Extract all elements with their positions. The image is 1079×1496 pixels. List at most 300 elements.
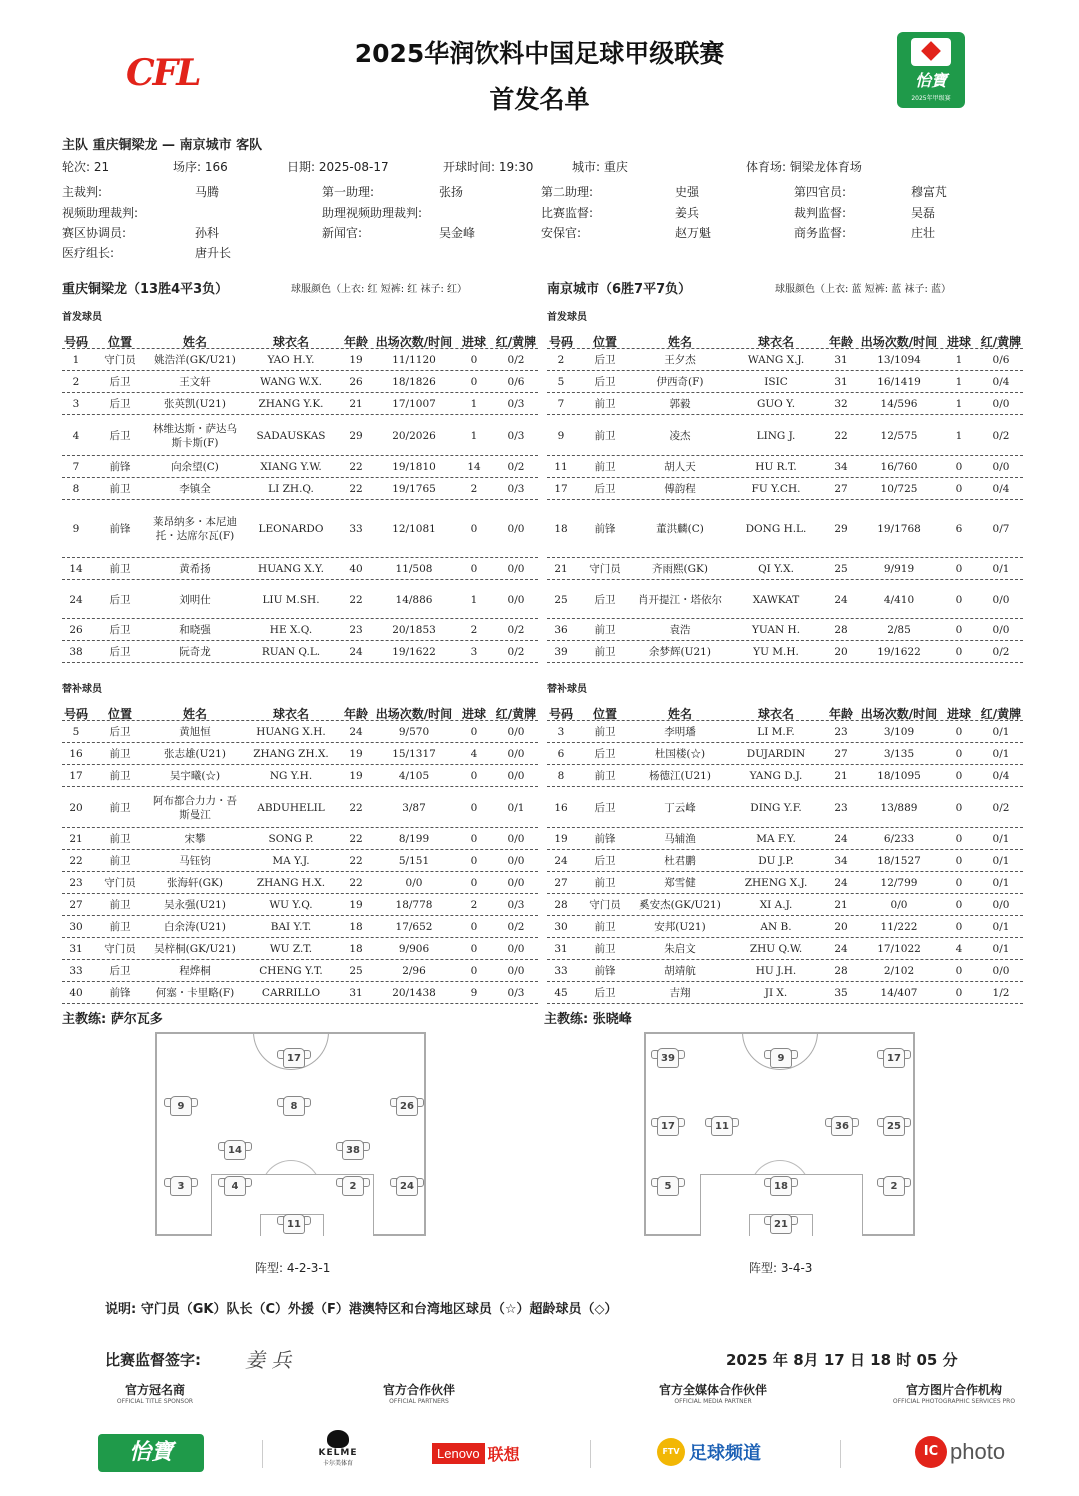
goals: 0 [470, 375, 478, 388]
goals: 1 [955, 429, 963, 442]
city: 城市: 重庆 [572, 160, 628, 174]
player-age: 27 [834, 482, 848, 495]
cards: 0/2 [992, 429, 1010, 442]
official-label: 裁判监督: [794, 206, 847, 220]
shirt-name: HU J.H. [755, 964, 797, 977]
shirt-name: XAWKAT [752, 593, 800, 606]
goals: 2 [470, 623, 478, 636]
cards: 0/0 [507, 942, 525, 955]
player-position: 后卫 [594, 747, 616, 760]
player-name: 宋攀 [184, 832, 206, 845]
player-number: 39 [554, 645, 568, 658]
goals: 1 [470, 397, 478, 410]
player-position: 后卫 [594, 593, 616, 606]
player-name: 和晓强 [179, 623, 211, 636]
home-starters-row [0, 558, 538, 580]
shirt-name: CHENG Y.T. [259, 964, 323, 977]
appearances: 19/1768 [877, 522, 921, 535]
player-name: 胡人天 [664, 460, 696, 473]
player-number: 2 [72, 375, 80, 388]
appearances: 18/1095 [877, 769, 921, 782]
goals: 0 [955, 769, 963, 782]
player-position: 前卫 [109, 920, 131, 933]
official-label: 商务监督: [794, 226, 847, 240]
home-kit-colors: 球服颜色（上衣: 红 短裤: 红 袜子: 红） [291, 284, 468, 295]
away-subs-row [485, 916, 1023, 938]
player-age: 22 [349, 482, 363, 495]
player-number: 24 [554, 854, 568, 867]
goals: 3 [470, 645, 478, 658]
shirt-name: HUANG X.H. [256, 725, 326, 738]
sponsor-category-partners: 官方合作伙伴 OFFICIAL PARTNERS [382, 1383, 455, 1405]
player-number: 3 [557, 725, 565, 738]
player-age: 24 [349, 725, 363, 738]
player-position: 后卫 [594, 801, 616, 814]
home-starters-row [0, 641, 538, 663]
sponsor-category-media: 官方全媒体合作伙伴 OFFICIAL MEDIA PARTNER [658, 1383, 767, 1405]
cards: 0/1 [992, 942, 1010, 955]
player-age: 24 [349, 645, 363, 658]
appearances: 14/886 [395, 593, 433, 606]
player-name: 何塞・卡里略(F) [155, 986, 235, 999]
player-age: 22 [349, 801, 363, 814]
shirt-name: FU Y.CH. [751, 482, 801, 495]
home-formation-jersey-icon: 24 [396, 1176, 418, 1196]
cards: 0/1 [992, 747, 1010, 760]
player-name: 齐雨熙(GK) [652, 562, 708, 575]
player-age: 27 [834, 747, 848, 760]
goals: 0 [955, 801, 963, 814]
official-label: 第四官员: [794, 185, 847, 199]
player-name: 董洪麟(C) [656, 522, 704, 535]
goals: 0 [955, 898, 963, 911]
column-header: 出场次数/时间 [860, 335, 938, 349]
player-position: 前卫 [109, 769, 131, 782]
official-name: 吴磊 [911, 206, 936, 220]
player-age: 18 [349, 942, 363, 955]
cards: 0/6 [992, 353, 1010, 366]
home-starters-row [0, 619, 538, 641]
player-age: 19 [349, 747, 363, 760]
shirt-name: ZHU Q.W. [749, 942, 803, 955]
away-formation-jersey-icon: 9 [770, 1048, 792, 1068]
official-name: 张扬 [439, 185, 464, 199]
player-age: 22 [834, 429, 848, 442]
appearances: 15/1317 [392, 747, 436, 760]
player-number: 25 [554, 593, 568, 606]
player-name: 王夕杰 [664, 353, 696, 366]
away-formation-jersey-icon: 21 [770, 1214, 792, 1234]
player-name: 张海轩(GK) [167, 876, 223, 889]
appearances: 20/2026 [392, 429, 436, 442]
goals: 0 [470, 854, 478, 867]
cards: 0/1 [992, 854, 1010, 867]
player-age: 22 [349, 593, 363, 606]
player-number: 26 [69, 623, 83, 636]
goals: 9 [470, 986, 478, 999]
player-number: 8 [557, 769, 565, 782]
appearances: 12/799 [880, 876, 918, 889]
official-name: 史强 [675, 185, 700, 199]
home-subs-row [0, 787, 538, 828]
official-name: 吴金峰 [439, 226, 476, 240]
player-number: 8 [72, 482, 80, 495]
away-starters-row [485, 619, 1023, 641]
cards: 0/2 [507, 920, 525, 933]
player-number: 18 [554, 522, 568, 535]
player-age: 19 [349, 898, 363, 911]
player-number: 2 [557, 353, 565, 366]
player-name: 李镇全 [179, 482, 211, 495]
player-position: 前卫 [594, 397, 616, 410]
shirt-name: ZHANG Y.K. [258, 397, 324, 410]
player-position: 前卫 [594, 725, 616, 738]
appearances: 6/233 [883, 832, 915, 845]
goals: 0 [470, 964, 478, 977]
cards: 0/0 [507, 832, 525, 845]
player-name: 杜君鹏 [664, 854, 696, 867]
home-starters-row [0, 371, 538, 393]
appearances: 11/1120 [392, 353, 436, 366]
shirt-name: NG Y.H. [269, 769, 313, 782]
player-name: 朱启文 [664, 942, 696, 955]
away-formation-pitch [644, 1032, 915, 1236]
official-name: 马腾 [195, 185, 220, 199]
goals: 0 [955, 562, 963, 575]
shirt-name: SADAUSKAS [256, 429, 326, 442]
appearances: 3/135 [883, 747, 915, 760]
cards: 0/4 [992, 482, 1010, 495]
player-name: 阿布都合力力・吾斯曼江 [153, 794, 237, 821]
shirt-name: LIU M.SH. [262, 593, 320, 606]
player-number: 11 [554, 460, 568, 473]
player-position: 后卫 [109, 593, 131, 606]
home-starters-row [0, 349, 538, 371]
away-starters-row [485, 478, 1023, 500]
official-label: 赛区协调员: [62, 226, 127, 240]
shirt-name: WANG X.J. [747, 353, 805, 366]
player-position: 前卫 [594, 769, 616, 782]
shirt-name: QI Y.X. [758, 562, 794, 575]
cards: 0/2 [507, 623, 525, 636]
cards: 0/2 [507, 460, 525, 473]
goals: 0 [470, 832, 478, 845]
home-subs-row [0, 960, 538, 982]
cards: 0/1 [992, 876, 1010, 889]
player-position: 后卫 [594, 854, 616, 867]
player-name: 吉翔 [669, 986, 691, 999]
player-number: 36 [554, 623, 568, 636]
player-name: 伊西奇(F) [656, 375, 704, 388]
player-age: 40 [349, 562, 363, 575]
away-subs-row [485, 721, 1023, 743]
player-position: 守门员 [104, 353, 136, 366]
player-age: 21 [349, 397, 363, 410]
shirt-name: YUAN H. [751, 623, 801, 636]
goals: 6 [955, 522, 963, 535]
away-formation-jersey-icon: 2 [883, 1176, 905, 1196]
appearances: 5/151 [398, 854, 430, 867]
player-position: 前卫 [109, 482, 131, 495]
away-starters-row [485, 371, 1023, 393]
away-subs-row [485, 872, 1023, 894]
cards: 0/1 [992, 920, 1010, 933]
column-header: 年龄 [828, 707, 853, 721]
official-label: 助理视频助理裁判: [322, 206, 423, 220]
player-name: 白余涛(U21) [164, 920, 226, 933]
shirt-name: RUAN Q.L. [261, 645, 321, 658]
away-starters-header [485, 333, 1030, 349]
player-number: 3 [72, 397, 80, 410]
player-position: 前卫 [109, 854, 131, 867]
paw-icon [327, 1430, 349, 1448]
goals: 0 [470, 801, 478, 814]
player-age: 22 [349, 832, 363, 845]
goals: 0 [955, 854, 963, 867]
column-header: 年龄 [828, 335, 853, 349]
cards: 0/3 [507, 429, 525, 442]
player-name: 林维达斯・萨达乌斯卡斯(F) [153, 422, 237, 449]
official-name: 赵万魁 [675, 226, 712, 240]
legend-note: 说明: 守门员（GK）队长（C）外援（F）港澳特区和台湾地区球员（☆）超龄球员（◇） [105, 1302, 618, 1317]
player-position: 后卫 [594, 353, 616, 366]
goals: 0 [955, 832, 963, 845]
player-name: 马钰钧 [179, 854, 211, 867]
column-header: 红/黄牌 [495, 335, 537, 349]
appearances: 2/96 [402, 964, 426, 977]
home-subs-row [0, 938, 538, 960]
player-name: 马辅渔 [664, 832, 696, 845]
shirt-name: SONG P. [268, 832, 314, 845]
away-starters-row [485, 580, 1023, 619]
home-subs-row [0, 916, 538, 938]
away-subs-row [485, 787, 1023, 828]
player-number: 21 [554, 562, 568, 575]
player-position: 后卫 [109, 725, 131, 738]
official-name: 孙科 [195, 226, 220, 240]
official-name: 唐升长 [195, 246, 232, 260]
player-number: 31 [69, 942, 83, 955]
player-name: 程烨桐 [179, 964, 211, 977]
kelme-logo: KELME 卡尔美体育 [307, 1430, 369, 1467]
player-number: 7 [557, 397, 565, 410]
home-subs-row [0, 828, 538, 850]
column-header: 位置 [592, 707, 617, 721]
home-starters-row [0, 393, 538, 415]
player-name: 张英凯(U21) [164, 397, 226, 410]
shirt-name: YU M.H. [753, 645, 799, 658]
player-name: 王文轩 [179, 375, 211, 388]
player-position: 守门员 [589, 898, 621, 911]
cards: 0/0 [507, 747, 525, 760]
appearances: 20/1438 [392, 986, 436, 999]
shirt-name: LING J. [756, 429, 796, 442]
player-age: 24 [834, 942, 848, 955]
away-subs-row [485, 828, 1023, 850]
cards: 0/7 [992, 522, 1010, 535]
home-formation-jersey-icon: 17 [283, 1048, 305, 1068]
away-starters-row [485, 558, 1023, 580]
player-age: 34 [834, 854, 848, 867]
player-number: 19 [554, 832, 568, 845]
player-position: 守门员 [104, 942, 136, 955]
column-header: 年龄 [343, 707, 368, 721]
shirt-name: CARRILLO [261, 986, 321, 999]
shirt-name: DUJARDIN [746, 747, 806, 760]
appearances: 0/0 [890, 898, 908, 911]
player-name: 胡靖航 [664, 964, 696, 977]
player-age: 18 [349, 920, 363, 933]
appearances: 16/760 [880, 460, 918, 473]
cards: 0/0 [992, 898, 1010, 911]
appearances: 13/889 [880, 801, 918, 814]
goals: 1 [470, 429, 478, 442]
column-header: 姓名 [667, 335, 692, 349]
away-subs-row [485, 743, 1023, 765]
cards: 0/2 [992, 645, 1010, 658]
player-name: 肖开提江・塔依尔 [638, 593, 722, 606]
appearances: 19/1622 [877, 645, 921, 658]
away-subs-row [485, 960, 1023, 982]
cards: 0/0 [507, 854, 525, 867]
player-name: 莱昂纳多・本尼迪托・达席尔瓦(F) [153, 515, 237, 542]
cfl-logo: CFL [126, 52, 200, 94]
player-age: 33 [349, 522, 363, 535]
player-name: 袁浩 [669, 623, 691, 636]
goals: 0 [955, 920, 963, 933]
cards: 0/0 [507, 522, 525, 535]
player-position: 后卫 [109, 623, 131, 636]
player-age: 22 [349, 876, 363, 889]
cards: 0/0 [992, 964, 1010, 977]
official-label: 医疗组长: [62, 246, 115, 260]
player-name: 张志雄(U21) [164, 747, 226, 760]
home-subs-row [0, 765, 538, 787]
official-label: 视频助理裁判: [62, 206, 139, 220]
player-number: 16 [69, 747, 83, 760]
player-name: 杜国楼(☆) [654, 747, 706, 760]
player-number: 7 [72, 460, 80, 473]
player-number: 40 [69, 986, 83, 999]
player-age: 24 [834, 876, 848, 889]
player-name: 余梦辉(U21) [649, 645, 711, 658]
home-formation-jersey-icon: 14 [224, 1140, 246, 1160]
home-formation: 阵型: 4-2-3-1 [255, 1261, 331, 1275]
official-label: 主裁判: [62, 185, 103, 199]
player-number: 14 [69, 562, 83, 575]
shirt-name: ABDUHELIL [257, 801, 325, 814]
player-position: 前锋 [594, 522, 616, 535]
appearances: 17/1022 [877, 942, 921, 955]
home-subs-row [0, 872, 538, 894]
player-age: 22 [349, 854, 363, 867]
home-starters-row [0, 500, 538, 558]
player-age: 25 [834, 562, 848, 575]
shirt-name: ZHANG ZH.X. [253, 747, 329, 760]
cards: 1/2 [992, 986, 1010, 999]
page-subtitle: 首发名单 [489, 85, 590, 114]
home-subs-row [0, 982, 538, 1004]
away-team-name: 南京城市（6胜7平7负） [547, 282, 692, 297]
player-name: 丁云峰 [664, 801, 696, 814]
cards: 0/1 [992, 832, 1010, 845]
player-age: 24 [834, 832, 848, 845]
column-header: 进球 [461, 335, 486, 349]
column-header: 姓名 [182, 335, 207, 349]
official-label: 安保官: [541, 226, 582, 240]
cards: 0/0 [992, 460, 1010, 473]
appearances: 17/1007 [392, 397, 436, 410]
home-formation-pitch [155, 1032, 426, 1236]
goals: 2 [470, 898, 478, 911]
goals: 1 [955, 375, 963, 388]
official-label: 新闻官: [322, 226, 363, 240]
goals: 0 [470, 942, 478, 955]
home-starters-label: 首发球员 [62, 312, 102, 323]
home-formation-jersey-icon: 8 [283, 1096, 305, 1116]
official-name: 穆富芃 [911, 185, 948, 199]
away-formation-jersey-icon: 25 [883, 1116, 905, 1136]
player-number: 38 [69, 645, 83, 658]
signature-datetime: 2025 年 8月 17 日 18 时 05 分 [726, 1351, 958, 1369]
column-header: 红/黄牌 [495, 707, 537, 721]
goals: 1 [470, 593, 478, 606]
shirt-name: GUO Y. [756, 397, 796, 410]
cards: 0/0 [507, 725, 525, 738]
player-number: 30 [69, 920, 83, 933]
player-age: 20 [834, 645, 848, 658]
player-position: 前卫 [109, 562, 131, 575]
player-number: 21 [69, 832, 83, 845]
shirt-name: MA Y.J. [272, 854, 310, 867]
player-position: 前锋 [109, 522, 131, 535]
appearances: 3/87 [402, 801, 426, 814]
cards: 0/3 [507, 898, 525, 911]
shirt-name: LI M.F. [757, 725, 795, 738]
away-subs-row [485, 850, 1023, 872]
player-number: 27 [69, 898, 83, 911]
home-starters-header [0, 333, 545, 349]
appearances: 8/199 [398, 832, 430, 845]
appearances: 13/1094 [877, 353, 921, 366]
player-number: 9 [72, 522, 80, 535]
column-header: 姓名 [182, 707, 207, 721]
player-position: 后卫 [594, 482, 616, 495]
player-position: 前卫 [594, 429, 616, 442]
away-formation-jersey-icon: 17 [883, 1048, 905, 1068]
player-age: 29 [834, 522, 848, 535]
player-name: 安邦(U21) [654, 920, 706, 933]
away-subs-row [485, 982, 1023, 1004]
shirt-name: AN B. [760, 920, 792, 933]
shirt-name: YANG D.J. [749, 769, 803, 782]
goals: 0 [955, 747, 963, 760]
away-formation-jersey-icon: 17 [657, 1116, 679, 1136]
player-name: 杨德江(U21) [649, 769, 711, 782]
lenovo-logo: Lenovo 联想 [432, 1441, 520, 1465]
goals: 4 [470, 747, 478, 760]
player-number: 28 [554, 898, 568, 911]
appearances: 9/919 [883, 562, 915, 575]
ic-photo-logo: IC photo [915, 1436, 1005, 1468]
shirt-name: DONG H.L. [745, 522, 807, 535]
column-header: 位置 [592, 335, 617, 349]
goals: 0 [470, 725, 478, 738]
column-header: 球衣名 [272, 707, 309, 721]
player-age: 23 [834, 725, 848, 738]
away-subs-row [485, 894, 1023, 916]
column-header: 球衣名 [272, 335, 309, 349]
